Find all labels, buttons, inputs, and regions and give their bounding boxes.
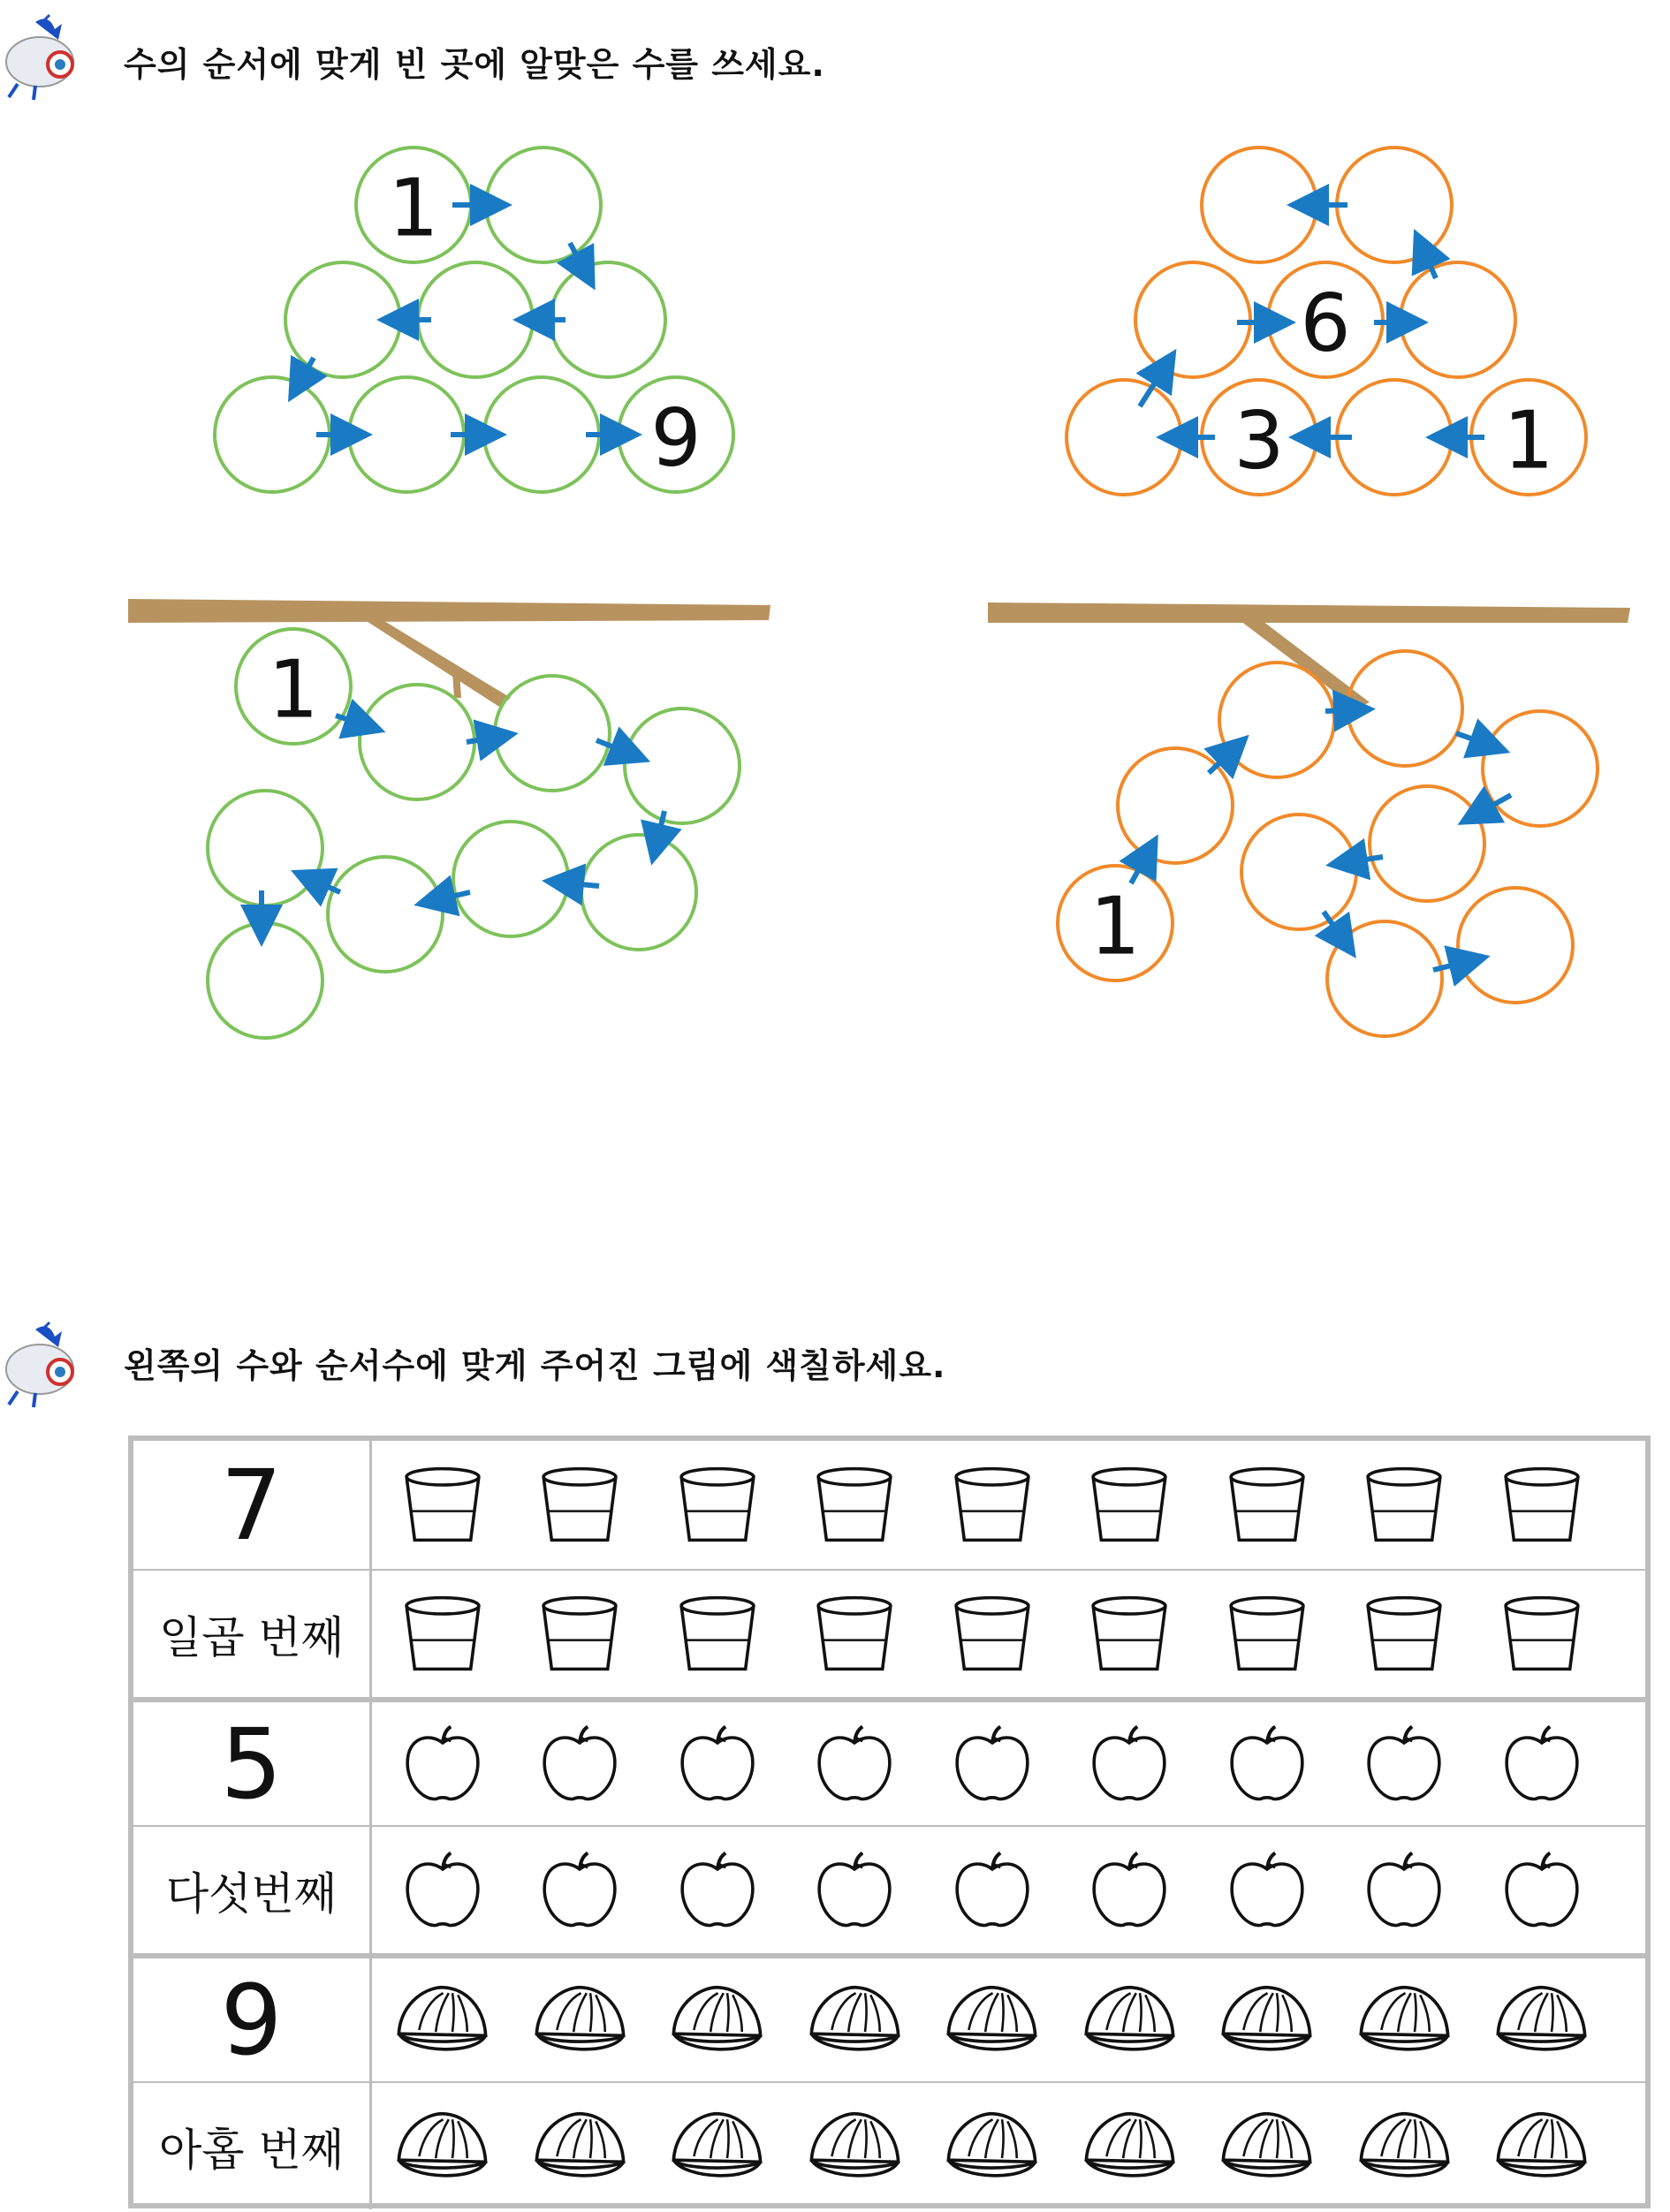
clam-icon[interactable] xyxy=(923,1958,1060,2081)
clam-icon[interactable] xyxy=(786,2083,923,2209)
circle-a-7[interactable] xyxy=(349,377,464,492)
apple-icon[interactable] xyxy=(512,1827,649,1953)
pictures-cell xyxy=(372,1827,1645,1953)
cup-icon[interactable] xyxy=(1198,1441,1335,1569)
circle-a-2[interactable] xyxy=(486,148,601,262)
row-ordinal-label: 다섯번째 xyxy=(165,1867,338,1920)
clam-icon[interactable] xyxy=(1061,1958,1198,2081)
row-ordinal-label: 일곱 번째 xyxy=(158,1611,345,1663)
coloring-table xyxy=(128,1436,1651,2208)
apple-icon[interactable] xyxy=(1336,1702,1473,1825)
apple-icon[interactable] xyxy=(1061,1827,1198,1953)
row-ordinal-label: 아홉 번째 xyxy=(158,2124,345,2176)
branch-right xyxy=(988,602,1630,708)
clam-icon[interactable] xyxy=(374,2083,511,2209)
circle-c-7[interactable] xyxy=(328,857,443,972)
apple-icon[interactable] xyxy=(374,1827,511,1953)
puzzle-d-start: 1 xyxy=(1089,880,1141,973)
apple-icon[interactable] xyxy=(649,1827,786,1953)
clam-icon[interactable] xyxy=(649,2083,786,2209)
cup-icon[interactable] xyxy=(374,1571,511,1697)
table-row xyxy=(133,1441,1645,1569)
clam-icon[interactable] xyxy=(649,1958,786,2081)
circle-a-3[interactable] xyxy=(550,262,665,377)
clam-icon[interactable] xyxy=(1061,2083,1198,2209)
instruction-1: 수의 순서에 맞게 빈 곳에 알맞은 수를 쓰세요. xyxy=(124,45,825,84)
clam-icon[interactable] xyxy=(512,2083,649,2209)
cup-icon[interactable] xyxy=(374,1441,511,1569)
clam-icon[interactable] xyxy=(512,1958,649,2081)
cup-icon[interactable] xyxy=(649,1571,786,1697)
pictures-cell xyxy=(372,1571,1645,1697)
apple-icon[interactable] xyxy=(923,1702,1060,1825)
circle-c-4[interactable] xyxy=(625,708,740,823)
cup-icon[interactable] xyxy=(923,1441,1060,1569)
row-label-cell xyxy=(133,1702,372,1825)
puzzle-c-start: 1 xyxy=(268,643,319,737)
cup-icon[interactable] xyxy=(512,1571,649,1697)
mascot-icon-2 xyxy=(0,1321,88,1409)
cup-icon[interactable] xyxy=(786,1441,923,1569)
apple-icon[interactable] xyxy=(1198,1827,1335,1953)
circle-b-6[interactable] xyxy=(1067,380,1181,495)
circle-a-5[interactable] xyxy=(285,262,400,377)
apple-icon[interactable] xyxy=(1336,1827,1473,1953)
pictures-cell xyxy=(372,2083,1645,2209)
apple-icon[interactable] xyxy=(786,1827,923,1953)
arrow xyxy=(424,892,470,903)
pictures-cell xyxy=(372,1702,1645,1825)
row-number-label: 9 xyxy=(220,1963,283,2077)
cup-icon[interactable] xyxy=(1336,1441,1473,1569)
row-label-cell xyxy=(133,1958,372,2081)
circle-c-5[interactable] xyxy=(581,835,696,950)
apple-icon[interactable] xyxy=(923,1827,1060,1953)
row-label-cell xyxy=(133,1827,372,1953)
cup-icon[interactable] xyxy=(1336,1571,1473,1697)
table-row xyxy=(133,2081,1645,2209)
circle-c-9[interactable] xyxy=(208,923,323,1038)
cup-icon[interactable] xyxy=(786,1571,923,1697)
cup-icon[interactable] xyxy=(1061,1571,1198,1697)
instruction-2: 왼쪽의 수와 순서수에 맞게 주어진 그림에 색칠하세요. xyxy=(124,1346,946,1385)
apple-icon[interactable] xyxy=(374,1702,511,1825)
apple-icon[interactable] xyxy=(1473,1827,1610,1953)
cup-icon[interactable] xyxy=(1061,1441,1198,1569)
row-label-cell xyxy=(133,2083,372,2209)
row-number-label: 5 xyxy=(220,1707,283,1821)
arrow xyxy=(552,882,599,886)
table-row xyxy=(133,1569,1645,1697)
clam-icon[interactable] xyxy=(923,2083,1060,2209)
puzzle-a-end: 9 xyxy=(650,391,702,485)
circle-d-5[interactable] xyxy=(1483,711,1598,826)
clam-icon[interactable] xyxy=(1473,2083,1610,2209)
circle-a-8[interactable] xyxy=(484,377,599,492)
clam-icon[interactable] xyxy=(786,1958,923,2081)
number-sequence-puzzles xyxy=(0,0,1670,1095)
circle-a-4[interactable] xyxy=(418,262,533,377)
cup-icon[interactable] xyxy=(1473,1441,1610,1569)
clam-icon[interactable] xyxy=(1198,2083,1335,2209)
arrow xyxy=(1325,709,1365,711)
clam-icon[interactable] xyxy=(1336,2083,1473,2209)
circle-a-6[interactable] xyxy=(215,377,330,492)
apple-icon[interactable] xyxy=(1061,1702,1198,1825)
circle-d-7[interactable] xyxy=(1241,814,1356,929)
table-row xyxy=(133,1953,1645,2081)
cup-icon[interactable] xyxy=(649,1441,786,1569)
circle-b-2[interactable] xyxy=(1337,148,1452,262)
cup-icon[interactable] xyxy=(1473,1571,1610,1697)
arrow xyxy=(1336,857,1383,864)
circle-c-3[interactable] xyxy=(495,676,610,791)
cup-icon[interactable] xyxy=(923,1571,1060,1697)
pictures-cell xyxy=(372,1441,1645,1569)
circle-b-8[interactable] xyxy=(1337,380,1452,495)
arrow xyxy=(336,716,376,729)
row-label-cell xyxy=(133,1571,372,1697)
puzzle-a-start: 1 xyxy=(388,162,439,255)
circle-c-2[interactable] xyxy=(360,685,474,799)
clam-icon[interactable] xyxy=(374,1958,511,2081)
branch-left xyxy=(128,599,770,707)
puzzle-b-six: 6 xyxy=(1300,276,1351,370)
cup-icon[interactable] xyxy=(512,1441,649,1569)
clam-icon[interactable] xyxy=(1336,1958,1473,2081)
circle-c-8[interactable] xyxy=(208,791,323,905)
circle-d-9[interactable] xyxy=(1458,888,1573,1003)
puzzle-b-three: 3 xyxy=(1234,394,1285,488)
apple-icon[interactable] xyxy=(512,1702,649,1825)
clam-icon[interactable] xyxy=(1473,1958,1610,2081)
cup-icon[interactable] xyxy=(1198,1571,1335,1697)
apple-icon[interactable] xyxy=(1473,1702,1610,1825)
row-label-cell xyxy=(133,1441,372,1569)
puzzle-b-one: 1 xyxy=(1503,394,1554,488)
arrow xyxy=(596,740,641,758)
apple-icon[interactable] xyxy=(649,1702,786,1825)
circle-d-3[interactable] xyxy=(1219,663,1334,777)
clam-icon[interactable] xyxy=(1198,1958,1335,2081)
circle-d-6[interactable] xyxy=(1370,786,1484,901)
row-number-label: 7 xyxy=(220,1448,283,1562)
apple-icon[interactable] xyxy=(1198,1702,1335,1825)
table-row xyxy=(133,1825,1645,1953)
circle-c-6[interactable] xyxy=(453,822,568,936)
table-row xyxy=(133,1697,1645,1825)
apple-icon[interactable] xyxy=(786,1702,923,1825)
pictures-cell xyxy=(372,1958,1645,2081)
circle-b-3[interactable] xyxy=(1135,262,1250,377)
